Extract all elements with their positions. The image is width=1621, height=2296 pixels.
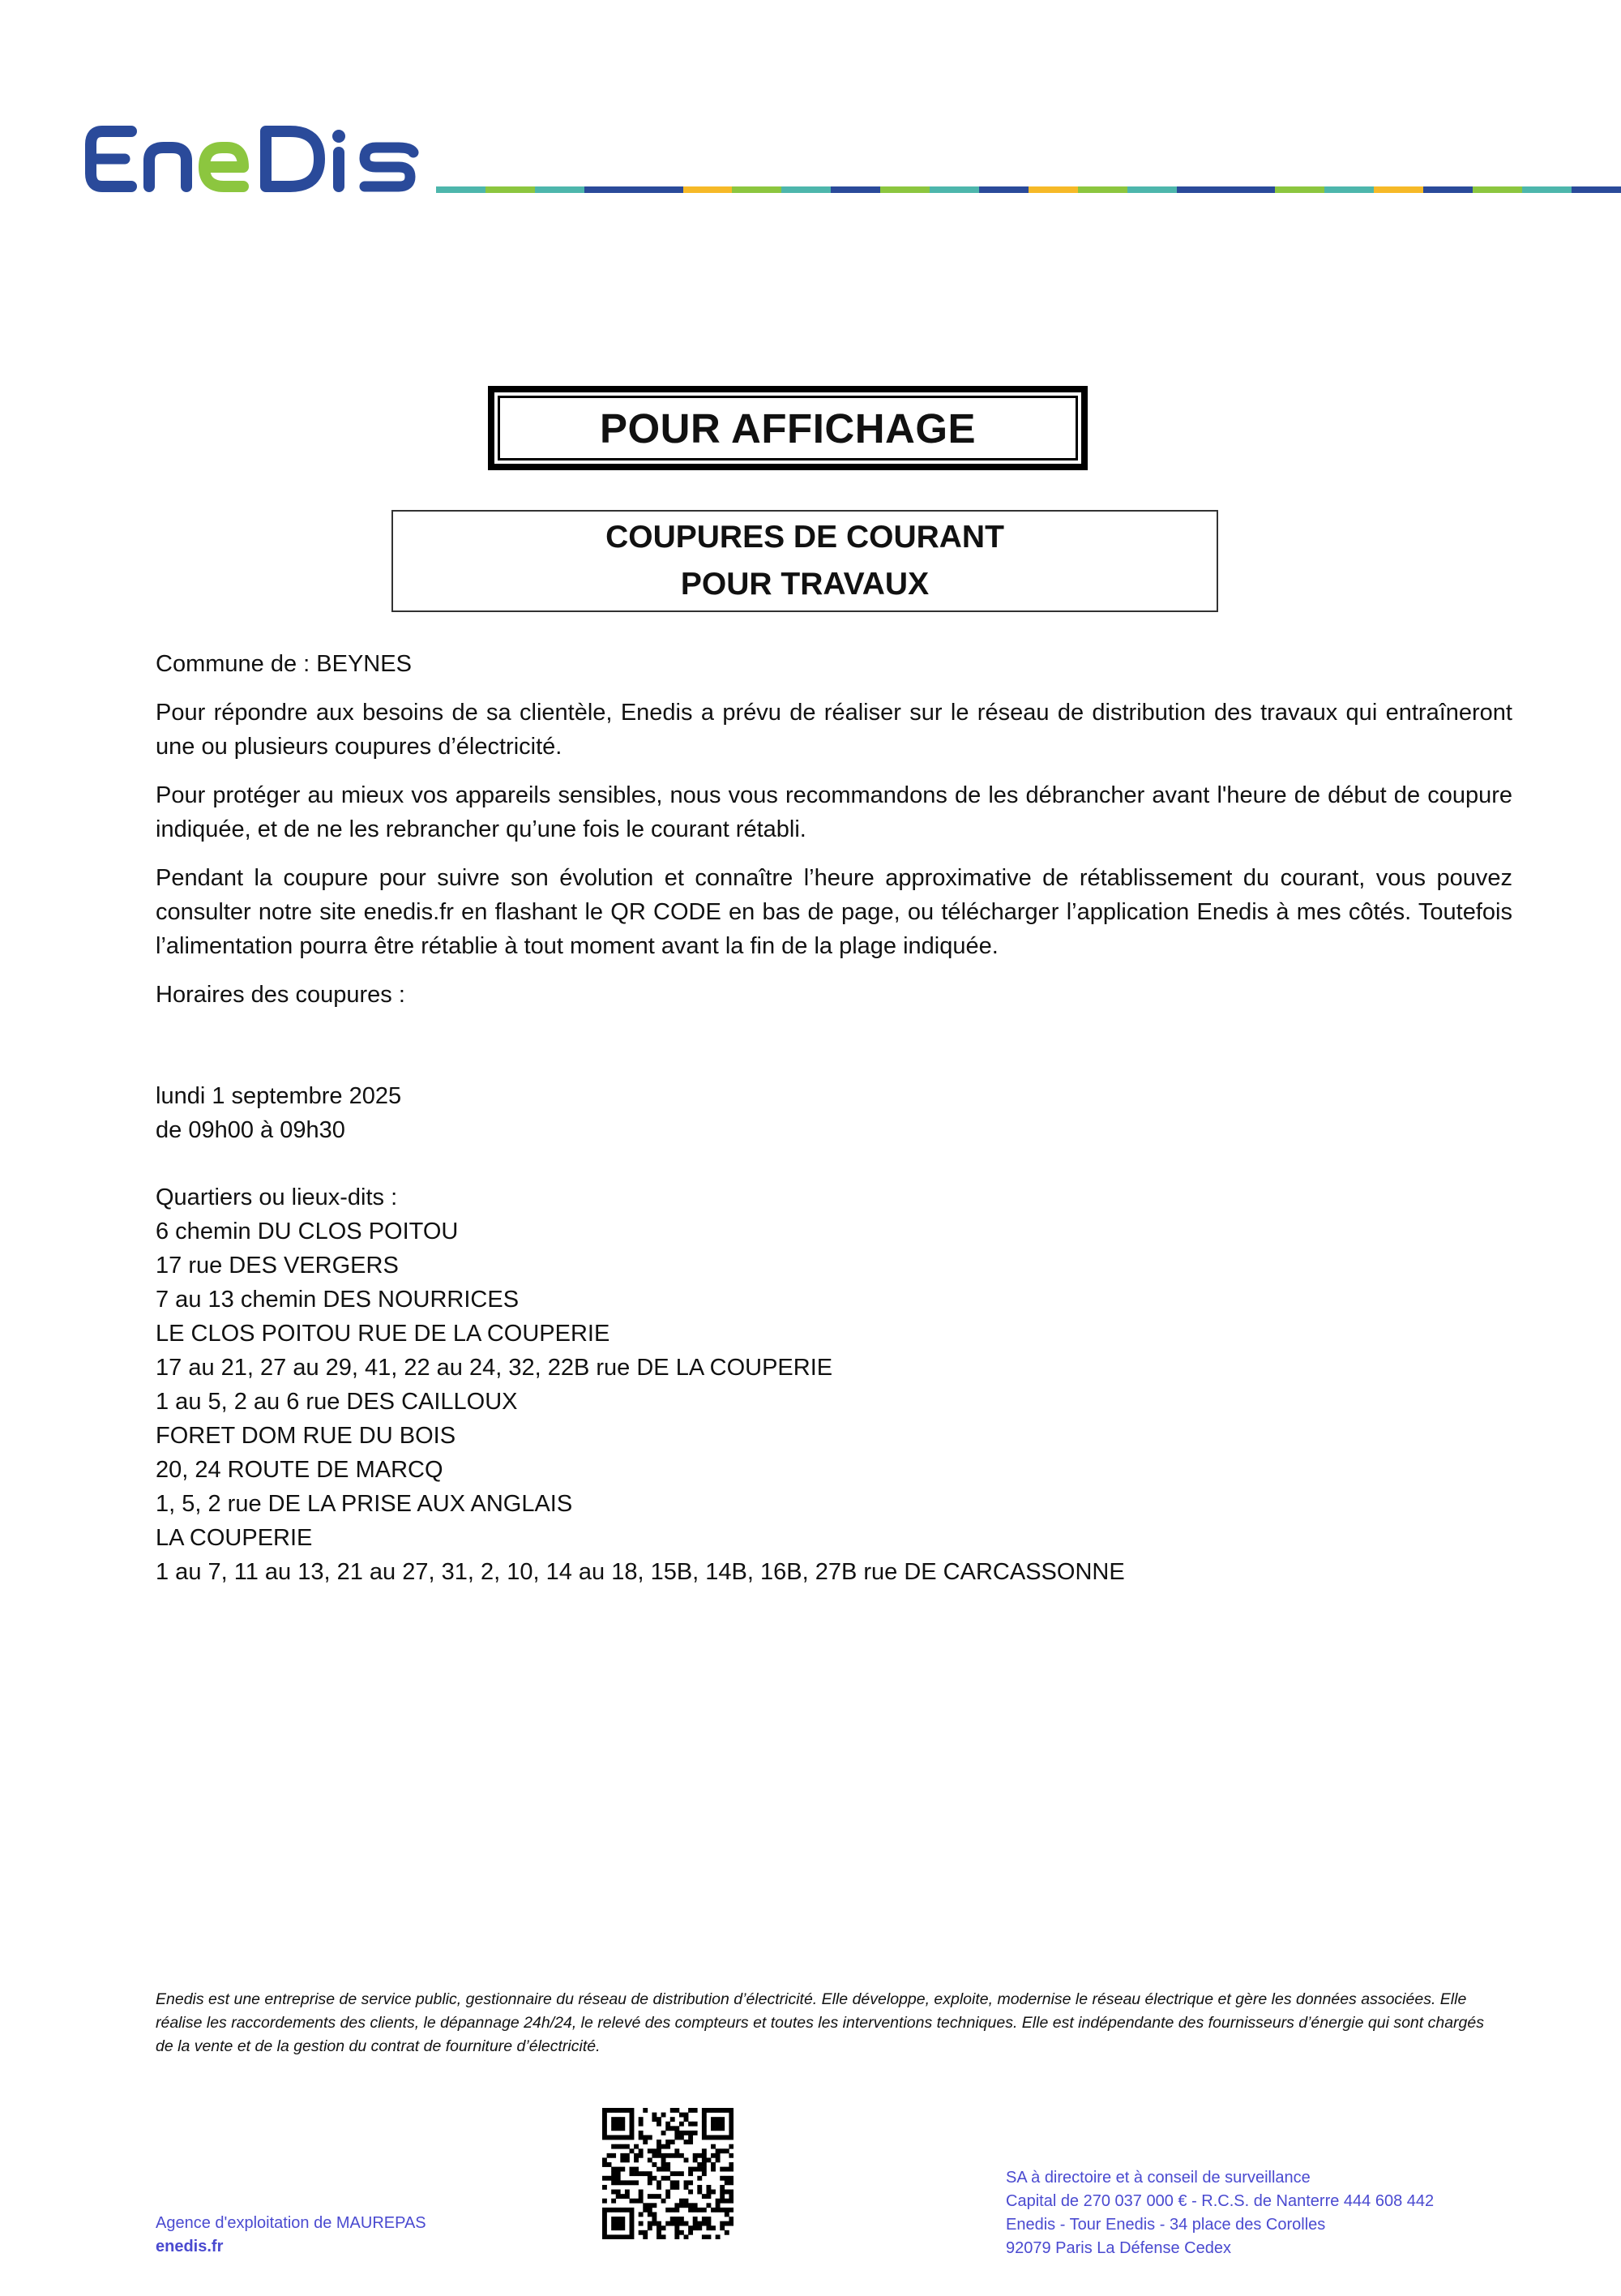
schedule-time: de 09h00 à 09h30 — [156, 1117, 345, 1143]
paragraph-1: Pour répondre aux besoins de sa clientèle, Enedis a prévu de réaliser sur le réseau de distribution des travaux qui entraîneront une ou plusieurs coupures d’électricité. — [156, 700, 1512, 760]
qr-code-icon[interactable] — [602, 2108, 734, 2239]
list-item: FORET DOM RUE DU BOIS — [156, 1423, 456, 1449]
list-item: 6 chemin DU CLOS POITOU — [156, 1219, 459, 1244]
list-item: LE CLOS POITOU RUE DE LA COUPERIE — [156, 1321, 610, 1347]
paragraph-2: Pour protéger au mieux vos appareils sensibles, nous vous recommandons de les débrancher avant l'heure de début de coupure indiquée, et de ne les rebrancher qu’une fois le courant rétabli. — [156, 782, 1512, 842]
list-item: 7 au 13 chemin DES NOURRICES — [156, 1287, 520, 1313]
website-link[interactable]: enedis.fr — [156, 2238, 224, 2255]
subtitle-line-2: POUR TRAVAUX — [680, 567, 930, 602]
list-item: 1 au 7, 11 au 13, 21 au 27, 31, 2, 10, 14 au 18, 15B, 14B, 16B, 27B rue DE CARCASSONNE — [156, 1559, 1125, 1585]
quartiers-label: Quartiers ou lieux-dits : — [156, 1184, 398, 1210]
list-item: 17 rue DES VERGERS — [156, 1253, 399, 1279]
commune-line: Commune de : BEYNES — [156, 651, 412, 677]
company-line: 92079 Paris La Défense Cedex — [1006, 2239, 1231, 2257]
quartiers-section — [156, 1180, 1512, 1589]
schedule — [156, 1079, 1512, 1147]
subtitle-frame — [391, 510, 1218, 612]
list-item: 1 au 5, 2 au 6 rue DES CAILLOUX — [156, 1389, 518, 1415]
enedis-logo — [81, 120, 426, 198]
legal-notice: Enedis est une entreprise de service public, gestionnaire du réseau de distribution d’électricité. Elle développe, exploite, modernise le réseau électrique et gère les données associées. Elle réalise les raccordements des clients, le dépannage 24h/24, le relevé des compteurs et toutes les interventions techniques. Elle est indépendante des fournisseurs d’énergie qui sont chargés de la vente et de la gestion du contrat de fourniture d’électricité. — [156, 1990, 1484, 2055]
title-frame — [488, 386, 1088, 470]
agency-name: Agence d'exploitation de MAUREPAS — [156, 2214, 426, 2232]
paragraph-3: Pendant la coupure pour suivre son évolution et connaître l’heure approximative de rétablissement du courant, vous pouvez consulter notre site enedis.fr en flashant le QR CODE en bas de page, ou télécharger l’application Enedis à mes côtés. Toutefois l’alimentation pourra être rétablie à tout moment avant la fin de la plage indiquée. — [156, 865, 1512, 959]
list-item: 1, 5, 2 rue DE LA PRISE AUX ANGLAIS — [156, 1491, 573, 1517]
page-title: POUR AFFICHAGE — [498, 396, 1078, 460]
list-item: LA COUPERIE — [156, 1525, 313, 1551]
list-item: 20, 24 ROUTE DE MARCQ — [156, 1457, 443, 1483]
company-line: Capital de 270 037 000 € - R.C.S. de Nanterre 444 608 442 — [1006, 2192, 1435, 2210]
decorative-color-stripe — [436, 186, 1621, 193]
footer-agency-block — [156, 2212, 426, 2259]
list-item: 17 au 21, 27 au 29, 41, 22 au 24, 32, 22B rue DE LA COUPERIE — [156, 1355, 833, 1381]
schedule-date: lundi 1 septembre 2025 — [156, 1083, 402, 1109]
notice-body — [156, 647, 1512, 1012]
company-line: SA à directoire et à conseil de surveillance — [1006, 2169, 1311, 2187]
horaires-label: Horaires des coupures : — [156, 982, 405, 1008]
footer-company-info — [1006, 2166, 1434, 2260]
company-line: Enedis - Tour Enedis - 34 place des Corolles — [1006, 2216, 1326, 2234]
subtitle-line-1: COUPURES DE COURANT — [605, 520, 1004, 555]
